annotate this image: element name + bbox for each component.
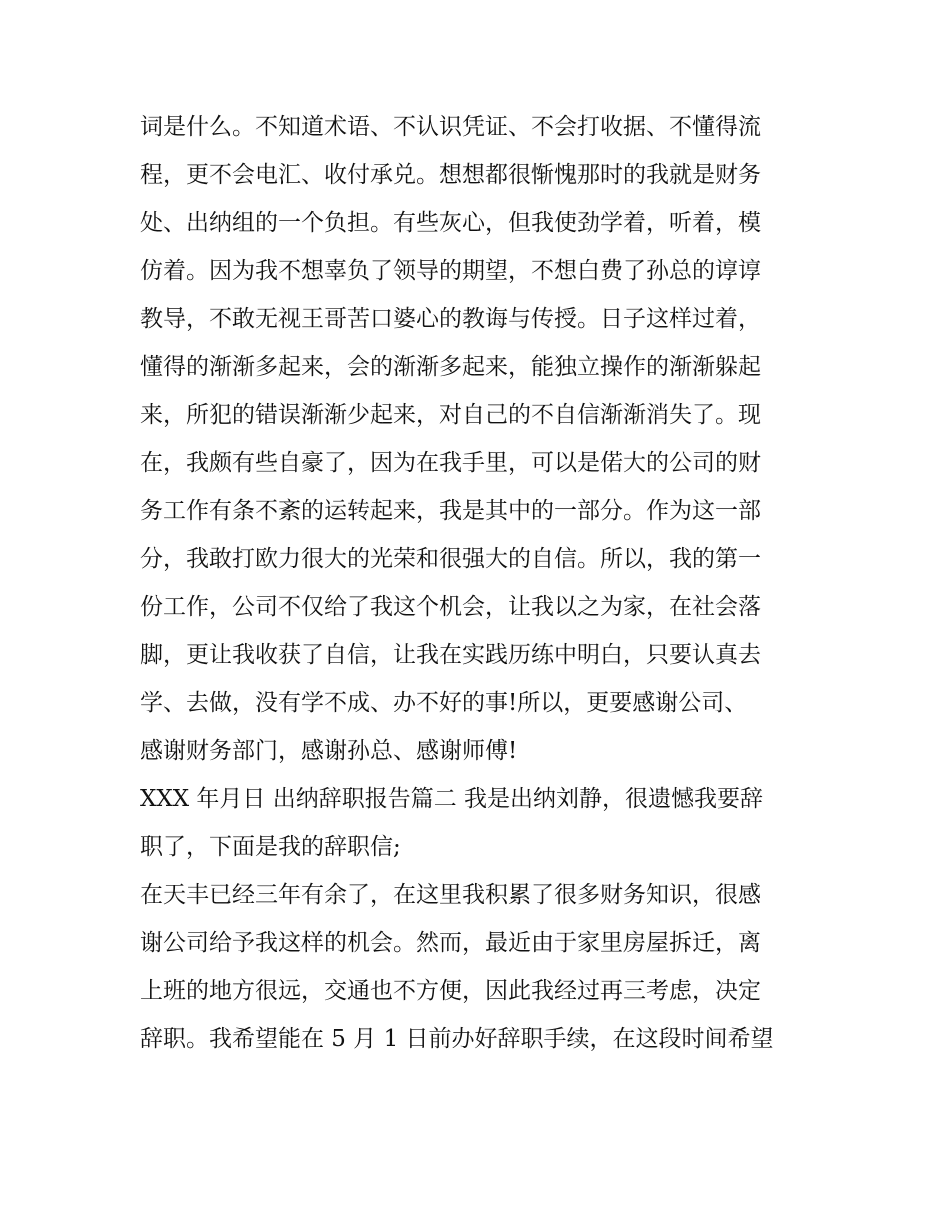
text-line: XXX 年月日 出纳辞职报告篇二 我是出纳刘静，很遗憾我要辞 (140, 786, 764, 812)
text-line: 来，所犯的错误渐渐少起来，对自己的不自信渐渐消失了。现 (140, 402, 761, 428)
text-line: 处、出纳组的一个负担。有些灰心，但我使劲学着，听着，模 (140, 210, 761, 236)
text-line: 脚，更让我收获了自信，让我在实践历练中明白，只要认真去 (140, 642, 761, 668)
text-line: 份工作，公司不仅给了我这个机会，让我以之为家，在社会落 (140, 594, 761, 620)
text-line: 务工作有条不紊的运转起来，我是其中的一部分。作为这一部 (140, 498, 761, 524)
text-line: 上班的地方很远，交通也不方便，因此我经过再三考虑，决定 (140, 978, 761, 1004)
text-line: 学、去做，没有学不成、办不好的事!所以，更要感谢公司、 (140, 690, 748, 716)
text-line: 教导，不敢无视王哥苦口婆心的教诲与传授。日子这样过着， (140, 306, 761, 332)
text-line: 感谢财务部门，感谢孙总、感谢师傅! (140, 738, 518, 764)
text-line: 职了，下面是我的辞职信; (140, 834, 401, 860)
text-line: 懂得的渐渐多起来，会的渐渐多起来，能独立操作的渐渐躲起 (140, 354, 761, 380)
text-line: 谢公司给予我这样的机会。然而，最近由于家里房屋拆迁，离 (140, 930, 761, 956)
text-line: 在，我颇有些自豪了，因为在我手里，可以是偌大的公司的财 (140, 450, 761, 476)
text-line: 在天丰已经三年有余了，在这里我积累了很多财务知识，很感 (140, 882, 761, 908)
text-line: 程，更不会电汇、收付承兑。想想都很惭愧那时的我就是财务 (140, 162, 761, 188)
text-line: 仿着。因为我不想辜负了领导的期望，不想白费了孙总的谆谆 (140, 258, 761, 284)
text-line: 词是什么。不知道术语、不认识凭证、不会打收据、不懂得流 (140, 114, 761, 140)
text-line: 分，我敢打欧力很大的光荣和很强大的自信。所以，我的第一 (140, 546, 761, 572)
body-text (140, 103, 820, 1063)
text-line: 辞职。我希望能在 5 月 1 日前办好辞职手续，在这段时间希望 (140, 1026, 774, 1052)
